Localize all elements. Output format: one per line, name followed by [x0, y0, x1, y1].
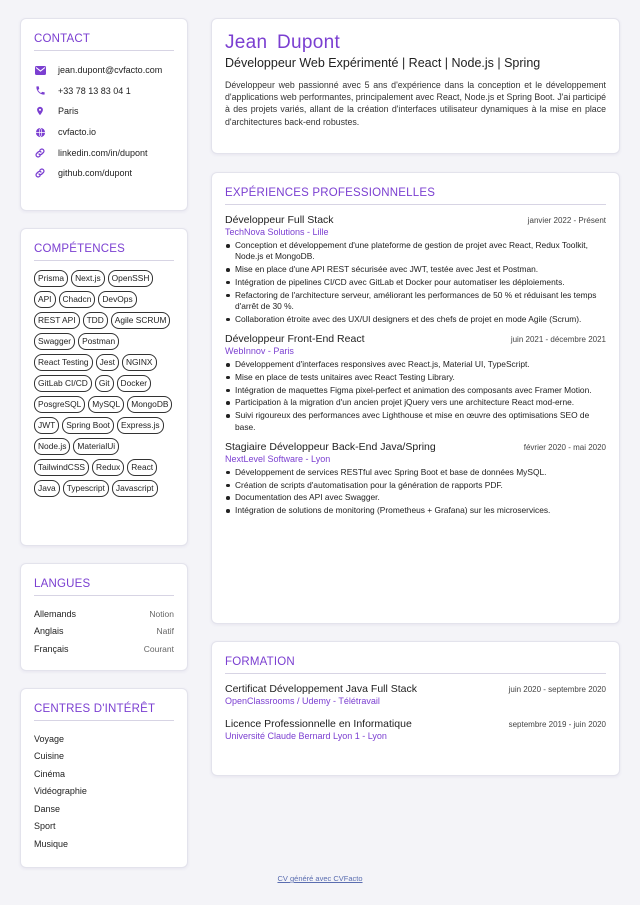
job-bullet: Création de scripts d'automatisation pour la génération de rapports PDF.: [225, 480, 606, 491]
job-company: WebInnov - Paris: [225, 346, 294, 357]
contact-item: [34, 60, 174, 81]
language-item: [34, 605, 174, 623]
contact-item: [34, 81, 174, 102]
job-company: NextLevel Software - Lyon: [225, 453, 331, 464]
link-icon: [34, 167, 46, 179]
contact-website[interactable]: cvfacto.io: [58, 127, 97, 138]
job-bullet: Développement d'interfaces responsives avec React.js, Material UI, TypeScript.: [225, 359, 606, 370]
globe-icon: [34, 126, 46, 138]
skill-tag: React: [127, 459, 157, 476]
language-name: Allemands: [34, 608, 77, 619]
skill-tag: Git: [95, 375, 114, 392]
skill-tag: Redux: [92, 459, 124, 476]
job-bullets: [225, 359, 606, 433]
candidate-role: Développeur Web Expérimenté | React | Node.js | Spring: [225, 56, 541, 70]
skill-tag: REST API: [34, 312, 80, 329]
mail-icon: [34, 64, 46, 76]
job-entry: [225, 441, 606, 517]
contact-phone: +33 78 13 83 04 1: [58, 85, 131, 96]
skill-tag: Javascript: [112, 480, 158, 497]
skill-tag: Swagger: [34, 333, 75, 350]
language-item: [34, 640, 174, 658]
job-bullets: [225, 240, 606, 325]
job-bullet: Refactoring de l'architecture serveur, améliorant les performances de 50 % et réduisant les temps d'arrêt de 30 %.: [225, 290, 606, 313]
skill-tag: PosgreSQL: [34, 396, 85, 413]
education-school: OpenClassrooms / Udemy - Télétravail: [225, 696, 380, 706]
skill-tag: React Testing: [34, 354, 93, 371]
job-title: Développeur Front-End React: [225, 333, 365, 346]
job-title: Développeur Full Stack: [225, 214, 334, 226]
education-entry: [225, 683, 606, 706]
languages-title: LANGUES: [34, 578, 174, 596]
education-entry: [225, 718, 606, 741]
education-card: [211, 641, 620, 776]
language-item: [34, 623, 174, 641]
contact-item: [34, 142, 174, 163]
skill-tag: TailwindCSS: [34, 459, 89, 476]
contact-card: [20, 18, 188, 211]
link-icon: [34, 147, 46, 159]
education-degree: Certificat Développement Java Full Stack: [225, 683, 417, 695]
footer-link[interactable]: CV généré avec CVFacto: [277, 874, 363, 883]
job-bullet: Mise en place de tests unitaires avec React Testing Library.: [225, 372, 606, 383]
job-company: TechNova Solutions - Lille: [225, 227, 329, 237]
skill-tag: Chadcn: [59, 291, 96, 308]
job-bullet: Collaboration étroite avec des UX/UI designers et des chefs de projet en mode Agile (Scrum).: [225, 314, 606, 325]
location-icon: [34, 105, 46, 117]
job-bullets: [225, 467, 606, 517]
job-date: janvier 2022 - Présent: [527, 216, 606, 225]
education-school: Université Claude Bernard Lyon 1 - Lyon: [225, 731, 387, 741]
job-date: février 2020 - mai 2020: [523, 442, 606, 452]
job-bullet: Conception et développement d'une plateforme de gestion de projet avec React, Redux Toolkit, Node.js et MongoDB.: [225, 240, 606, 263]
skills-card: [20, 228, 188, 546]
skill-tag: Agile SCRUM: [111, 312, 171, 329]
job-bullet: Intégration de solutions de monitoring (Prometheus + Grafana) sur les microservices.: [225, 505, 606, 516]
education-date: septembre 2019 - juin 2020: [508, 720, 606, 729]
job-bullet: Intégration de pipelines CI/CD avec GitLab et Docker pour automatiser les déploiements.: [225, 277, 606, 288]
hobby-item: Musique: [34, 838, 69, 849]
language-name: Français: [34, 643, 69, 654]
language-level: Natif: [156, 626, 174, 637]
skill-tag: Node.js: [34, 438, 70, 455]
skill-tag: Next.js: [71, 270, 105, 287]
skills-tag-list: [34, 270, 174, 497]
job-entry: [225, 333, 606, 433]
job-title: Stagiaire Développeur Back-End Java/Spring: [225, 440, 436, 453]
contact-email[interactable]: jean.dupont@cvfacto.com: [58, 65, 163, 76]
skills-title: COMPÉTENCES: [34, 243, 174, 261]
skill-tag: TDD: [83, 312, 108, 329]
skill-tag: Postman: [78, 333, 119, 350]
hobby-item: Sport: [34, 821, 56, 832]
education-title: FORMATION: [225, 656, 606, 674]
phone-icon: [34, 85, 46, 97]
hobby-item: Cinéma: [34, 768, 66, 779]
contact-item: [34, 101, 174, 122]
languages-card: [20, 563, 188, 671]
experience-title: EXPÉRIENCES PROFESSIONNELLES: [225, 187, 606, 205]
skill-tag: MaterialUi: [73, 438, 119, 455]
skill-tag: API: [34, 291, 56, 308]
skill-tag: Java: [34, 480, 60, 497]
contact-list: [34, 60, 174, 184]
contact-github[interactable]: github.com/dupont: [58, 168, 133, 179]
job-bullet: Développement de services RESTful avec Spring Boot et base de données MySQL.: [225, 467, 606, 478]
education-date: juin 2020 - septembre 2020: [508, 685, 606, 694]
contact-location: Paris: [58, 106, 79, 117]
skill-tag: GitLab CI/CD: [34, 375, 92, 392]
skill-tag: Express.js: [117, 417, 164, 434]
contact-linkedin[interactable]: linkedin.com/in/dupont: [58, 147, 148, 158]
contact-title: CONTACT: [34, 33, 174, 51]
hobbies-card: [20, 688, 188, 868]
contact-item: [34, 122, 174, 143]
hobby-item: Danse: [34, 803, 61, 814]
skill-tag: DevOps: [98, 291, 136, 308]
skill-tag: Typescript: [63, 480, 109, 497]
profile-header-card: [211, 18, 620, 154]
hobby-item: Voyage: [34, 733, 65, 744]
job-bullet: Participation à la migration d'un ancien projet jQuery vers une architecture React mod-erne.: [225, 397, 606, 408]
skill-tag: JWT: [34, 417, 59, 434]
job-bullet: Mise en place d'une API REST sécurisée avec JWT, testée avec Jest et Postman.: [225, 264, 606, 275]
skill-tag: Docker: [117, 375, 152, 392]
skill-tag: NGINX: [122, 354, 157, 371]
skill-tag: Spring Boot: [62, 417, 114, 434]
language-level: Courant: [143, 643, 174, 654]
skill-tag: Jest: [96, 354, 119, 371]
skill-tag: MongoDB: [127, 396, 172, 413]
profile-summary: Développeur web passionné avec 5 ans d'expérience dans la conception et le développement d'applications web performantes, principalement avec React, Node.js et Spring Boot. J'ai participé à des projets variés, allant de la création d'interfaces utilisateur dynamiques à la mise en place d'architectures back-end robustes.: [225, 80, 606, 127]
skill-tag: Prisma: [34, 270, 68, 287]
candidate-name: Jean Dupont: [225, 32, 341, 53]
contact-item: [34, 163, 174, 184]
job-bullet: Intégration de maquettes Figma pixel-perfect et animation des composants avec Framer Motion.: [225, 385, 606, 396]
hobby-item: Cuisine: [34, 751, 65, 762]
education-degree: Licence Professionnelle en Informatique: [225, 718, 412, 730]
job-date: juin 2021 - décembre 2021: [510, 335, 606, 345]
experience-card: [211, 172, 620, 624]
hobbies-title: CENTRES D'INTÉRÊT: [34, 703, 174, 721]
language-name: Anglais: [34, 626, 64, 637]
skill-tag: OpenSSH: [108, 270, 154, 287]
language-level: Notion: [149, 608, 174, 619]
job-bullet: Suivi rigoureux des performances avec Lighthouse et mise en œuvre des optimisations SEO de base.: [225, 410, 606, 433]
job-entry: [225, 214, 606, 325]
hobby-item: Vidéographie: [34, 786, 87, 797]
job-bullet: Documentation des API avec Swagger.: [225, 492, 606, 503]
skill-tag: MySQL: [88, 396, 124, 413]
